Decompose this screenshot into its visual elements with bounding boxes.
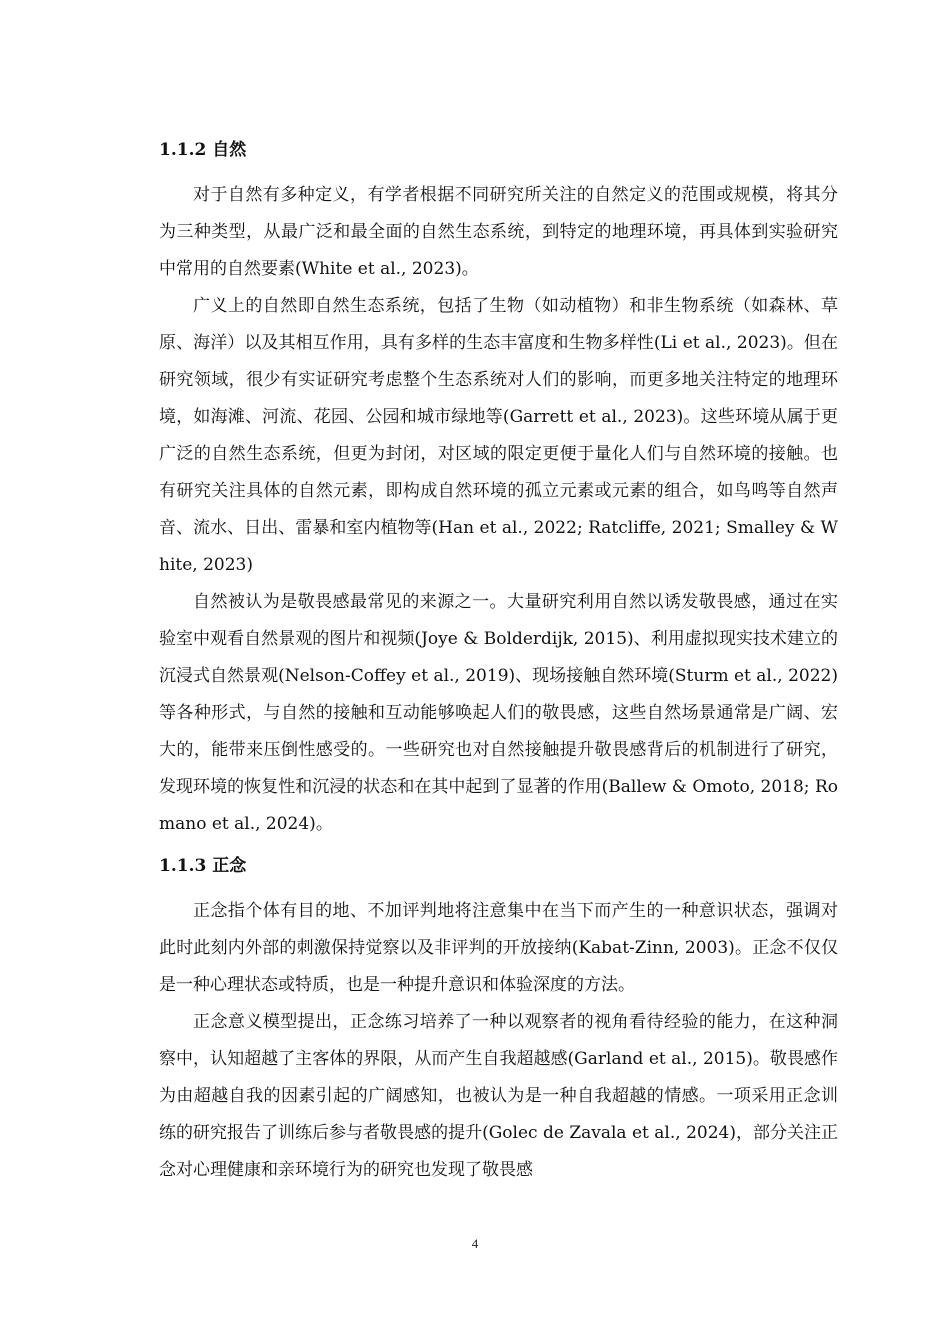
section-gap [159,843,838,851]
section-heading-nature: 1.1.2 自然 [159,140,247,160]
paragraph-nature-2: 广义上的自然即自然生态系统，包括了生物（如动植物）和非生物系统（如森林、草原、海洋）以及其相互作用，具有多样的生态丰富度和生物多样性(Li et al., 2023)。但在研究领域，很少有实证研究考虑整个生态系统对人们的影响，而更多地关注特定的地理环境，如海滩、河流、花园、公园和城市绿地等(Garrett et al., 2023)。这些环境从属于更广泛的自然生态系统，但更为封闭，对区域的限定更便于量化人们与自然环境的接触。也有研究关注具体的自然元素，即构成自然环境的孤立元素或元素的组合，如鸟鸣等自然声音、流水、日出、雷暴和室内植物等(Han et al., 2022; Ratcliffe, 2021; Smalley & White, 2023) [159,296,838,575]
paragraph-mindfulness-1: 正念指个体有目的地、不加评判地将注意集中在当下而产生的一种意识状态，强调对此时此刻内外部的刺激保持觉察以及非评判的开放接纳(Kabat-Zinn, 2003)。正念不仅仅是一种心理状态或特质，也是一种提升意识和体验深度的方法。 [159,901,838,995]
paragraph-nature-3: 自然被认为是敬畏感最常见的来源之一。大量研究利用自然以诱发敬畏感，通过在实验室中观看自然景观的图片和视频(Joye & Bolderdijk, 2015)、利用虚拟现实技术建立的沉浸式自然景观(Nelson-Coffey et al., 2019)、现场接触自然环境(Sturm et al., 2022)等各种形式，与自然的接触和互动能够唤起人们的敬畏感，这些自然场景通常是广阔、宏大的，能带来压倒性感受的。一些研究也对自然接触提升敬畏感背后的机制进行了研究，发现环境的恢复性和沉浸的状态和在其中起到了显著的作用(Ballew & Omoto, 2018; Romano et al., 2024)。 [159,592,838,834]
paragraph-nature-1: 对于自然有多种定义，有学者根据不同研究所关注的自然定义的范围或规模，将其分为三种类型，从最广泛和最全面的自然生态系统，到特定的地理环境，再具体到实验研究中常用的自然要素(White et al., 2023)。 [159,185,838,279]
page-body [159,135,838,1189]
section-heading-mindfulness: 1.1.3 正念 [159,856,247,876]
page-number: 4 [471,1236,479,1251]
paragraph-mindfulness-2: 正念意义模型提出，正念练习培养了一种以观察者的视角看待经验的能力，在这种洞察中，认知超越了主客体的界限，从而产生自我超越感(Garland et al., 2015)。敬畏感作为由超越自我的因素引起的广阔感知，也被认为是一种自我超越的情感。一项采用正念训练的研究报告了训练后参与者敬畏感的提升(Golec de Zavala et al., 2024)，部分关注正念对心理健康和亲环境行为的研究也发现了敬畏感 [159,1012,838,1180]
